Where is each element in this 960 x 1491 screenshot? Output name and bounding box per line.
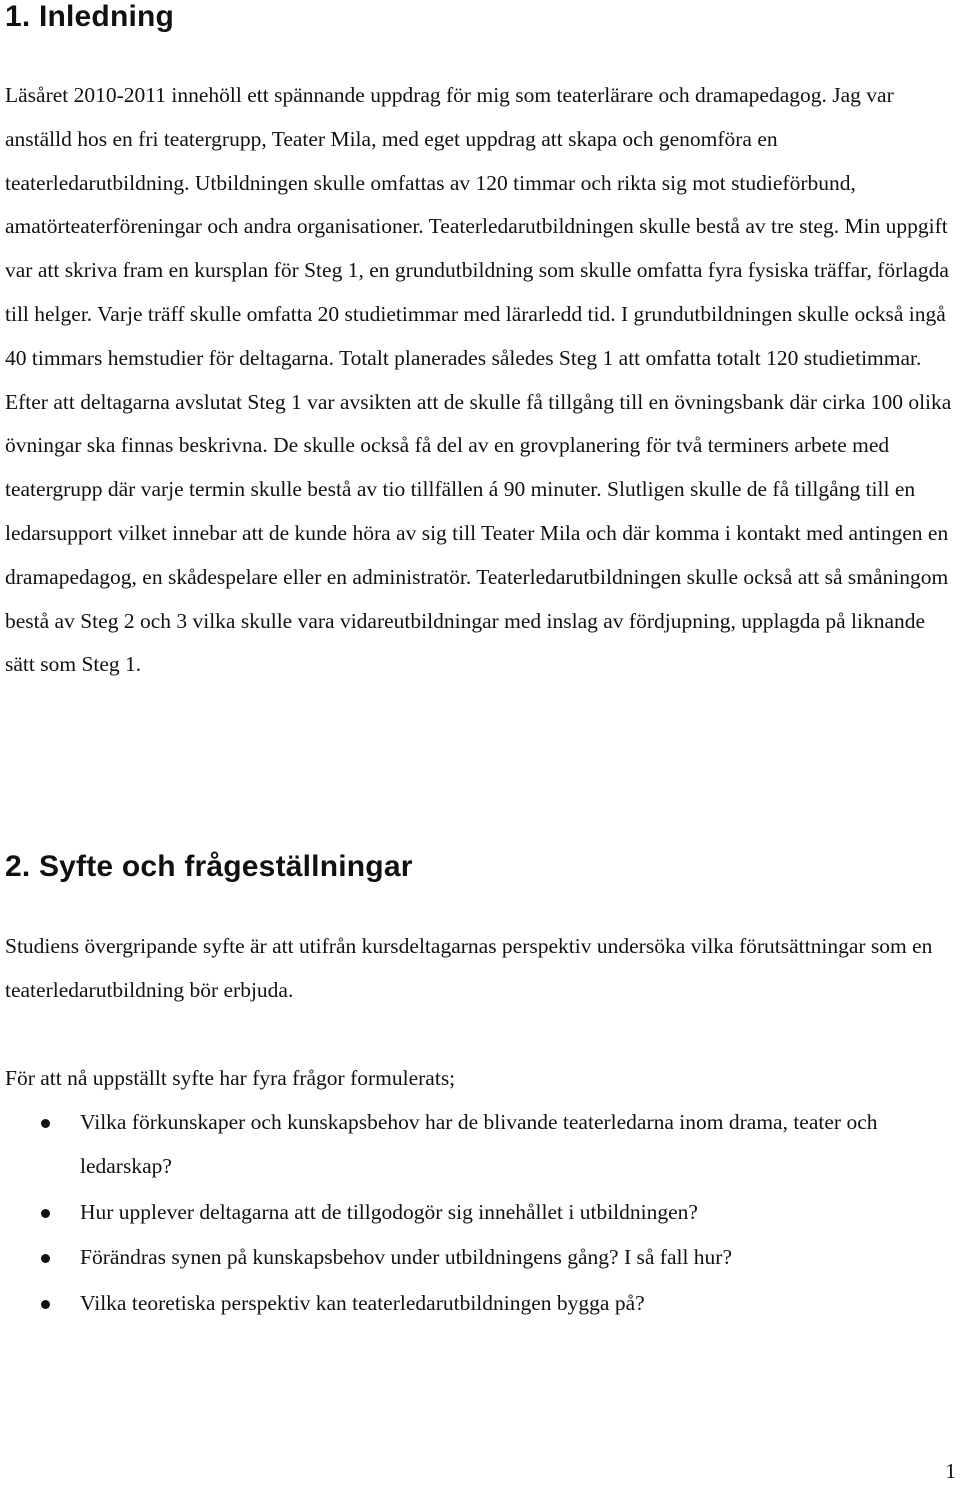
question-text: Förändras synen på kunskapsbehov under utbildningens gång? I så fall hur?: [80, 1245, 733, 1270]
questions-lead-text: För att nå uppställt syfte har fyra frågor formulerats;: [5, 1066, 456, 1090]
list-item: [5, 1191, 955, 1235]
research-questions-list: [5, 1101, 955, 1328]
paragraph-syfte: Studiens övergripande syfte är att utifrån kursdeltagarnas perspektiv undersöka vilka förutsättningar som en teaterledarutbildning bör erbjuda.: [5, 934, 933, 1002]
section-heading-syfte: 2. Syfte och frågeställningar: [5, 850, 413, 883]
section-heading-inledning: 1. Inledning: [5, 0, 175, 33]
question-text: Vilka teoretiska perspektiv kan teaterledarutbildningen bygga på?: [80, 1291, 645, 1316]
question-text: Vilka förkunskaper och kunskapsbehov har de blivande teaterledarna inom drama, teater och ledarskap?: [80, 1110, 878, 1178]
bullet-icon: [41, 1254, 50, 1263]
list-item: [5, 1101, 955, 1189]
list-item: [5, 1236, 955, 1280]
paragraph-inledning: Läsåret 2010-2011 innehöll ett spännande uppdrag för mig som teaterlärare och dramapedagog. Jag var anställd hos en fri teatergrupp, Teater Mila, med eget uppdrag att skapa och genomföra en teaterledarutbildning. Utbildningen skulle omfattas av 120 timmar och rikta sig mot studieförbund, amatörteaterföreningar och andra organisationer. Teaterledarutbildningen skulle bestå av tre steg. Min uppgift var att skriva fram en kursplan för Steg 1, en grundutbildning som skulle omfatta fyra fysiska träffar, förlagda till helger. Varje träff skulle omfatta 20 studietimmar med lärarledd tid. I grundutbildningen skulle också ingå 40 timmars hemstudier för deltagarna. Totalt planerades således Steg 1 att omfatta totalt 120 studietimmar. Efter att deltagarna avslutat Steg 1 var avsikten att de skulle få tillgång till en övningsbank där cirka 100 olika övningar ska finnas beskrivna. De skulle också få del av en grovplanering för två terminers arbete med teatergrupp där varje termin skulle bestå av tio tillfällen á 90 minuter. Slutligen skulle de få tillgång till en ledarsupport vilket innebar att de kunde höra av sig till Teater Mila och där komma i kontakt med antingen en dramapedagog, en skådespelare eller en administratör. Teaterledarutbildningen skulle också att så småningom bestå av Steg 2 och 3 vilka skulle vara vidareutbildningar med inslag av fördjupning, upplagda på liknande sätt som Steg 1.: [5, 83, 952, 677]
bullet-icon: [41, 1209, 50, 1218]
bullet-icon: [41, 1300, 50, 1309]
question-text: Hur upplever deltagarna att de tillgodogör sig innehållet i utbildningen?: [80, 1199, 698, 1224]
page-number: 1: [945, 1459, 956, 1483]
list-item: [5, 1282, 955, 1326]
bullet-icon: [41, 1119, 50, 1128]
